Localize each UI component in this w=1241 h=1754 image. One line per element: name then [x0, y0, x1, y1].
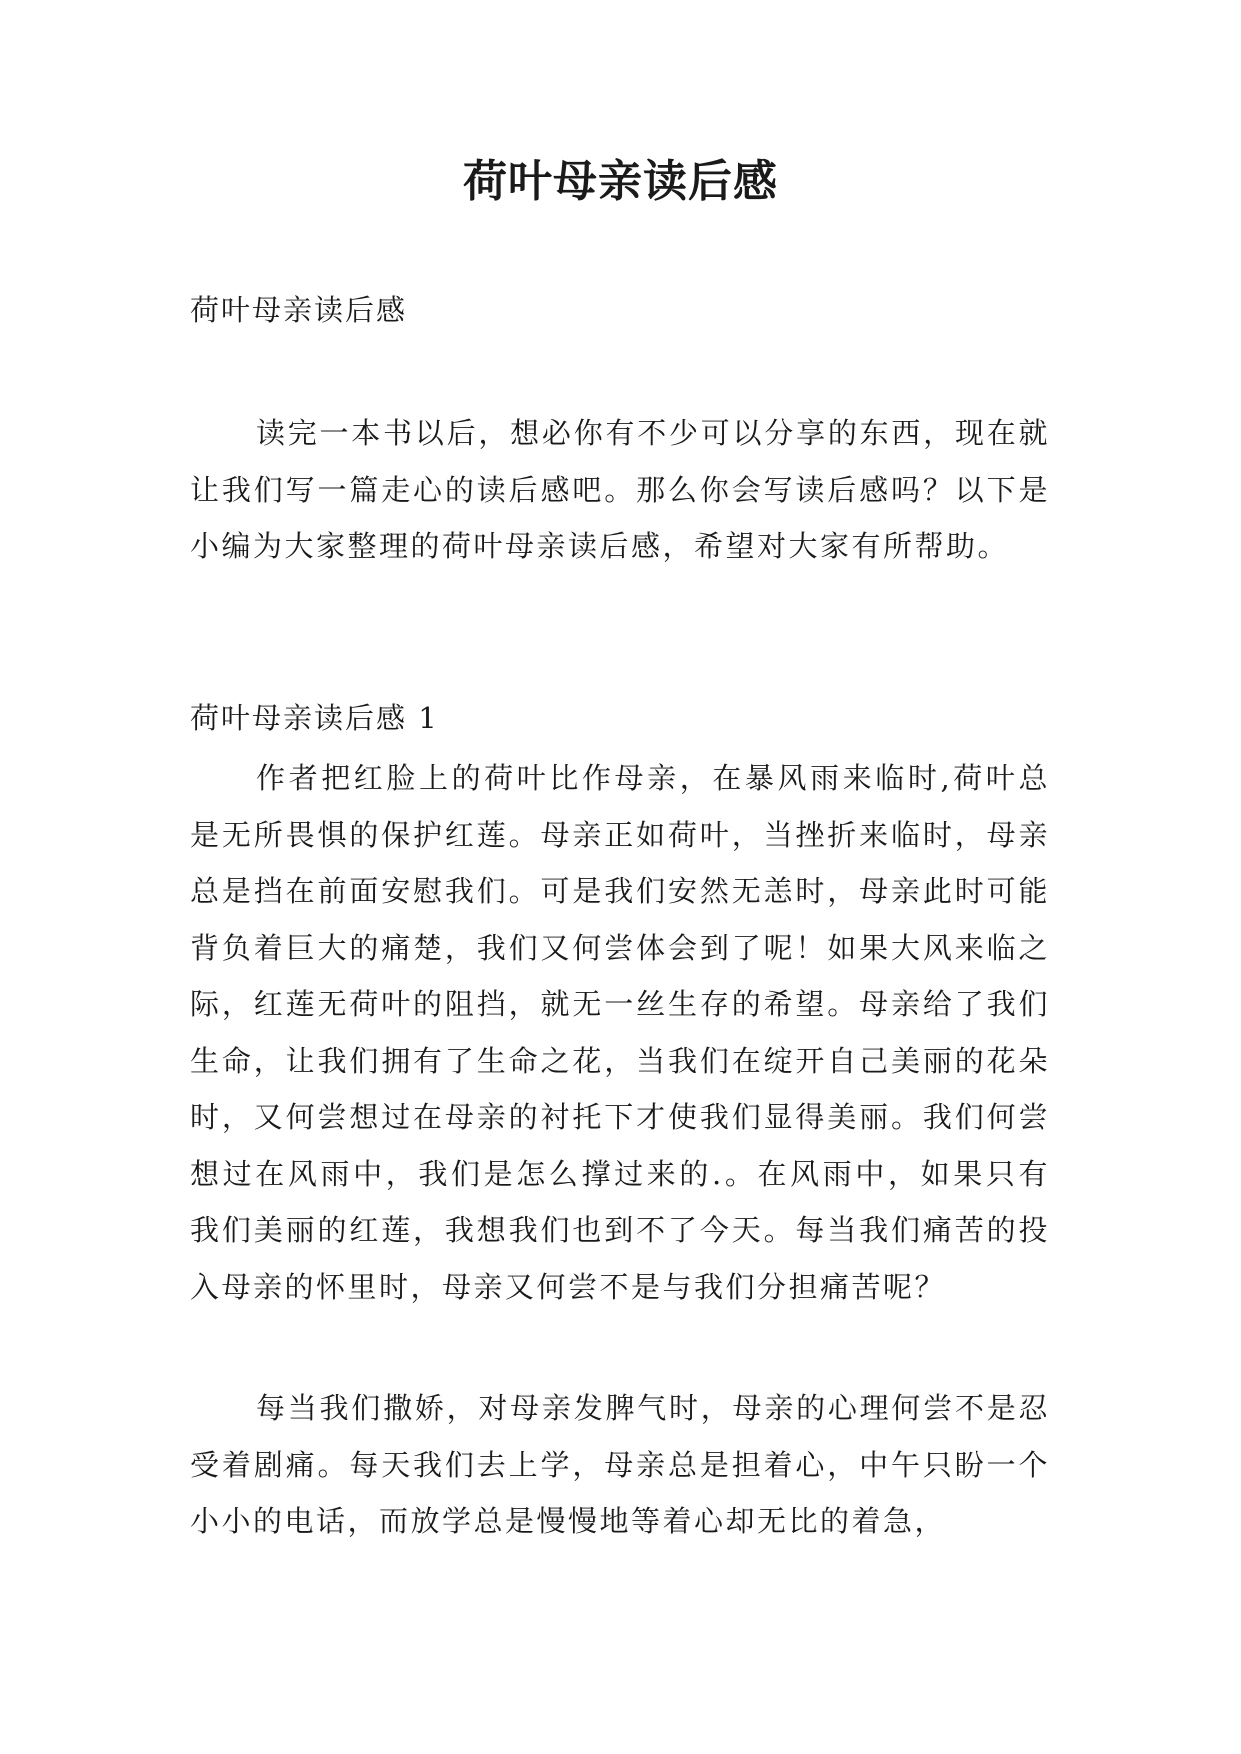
intro-paragraph: 读完一本书以后，想必你有不少可以分享的东西，现在就让我们写一篇走心的读后感吧。那么你会写读后感吗？以下是小编为大家整理的荷叶母亲读后感，希望对大家有所帮助。 — [190, 416, 1050, 563]
document-title: 荷叶母亲读后感 — [463, 156, 778, 207]
body-paragraph-2: 每当我们撒娇，对母亲发脾气时，母亲的心理何尝不是忍受着剧痛。每天我们去上学，母亲总是担着心，中午只盼一个小小的电话，而放学总是慢慢地等着心却无比的着急， — [190, 1391, 1050, 1538]
document-subtitle: 荷叶母亲读后感 — [190, 293, 408, 327]
body-paragraph-1: 作者把红脸上的荷叶比作母亲，在暴风雨来临时,荷叶总是无所畏惧的保护红莲。母亲正如荷叶，当挫折来临时，母亲总是挡在前面安慰我们。可是我们安然无恙时，母亲此时可能背负着巨大的痛楚，我们又何尝体会到了呢！如果大风来临之际，红莲无荷叶的阻挡，就无一丝生存的希望。母亲给了我们生命，让我们拥有了生命之花，当我们在绽开自己美丽的花朵时，又何尝想过在母亲的衬托下才使我们显得美丽。我们何尝想过在风雨中，我们是怎么撑过来的.。在风雨中，如果只有我们美丽的红莲，我想我们也到不了今天。每当我们痛苦的投入母亲的怀里时，母亲又何尝不是与我们分担痛苦呢？ — [190, 761, 1050, 1304]
section-heading: 荷叶母亲读后感 1 — [190, 701, 439, 735]
